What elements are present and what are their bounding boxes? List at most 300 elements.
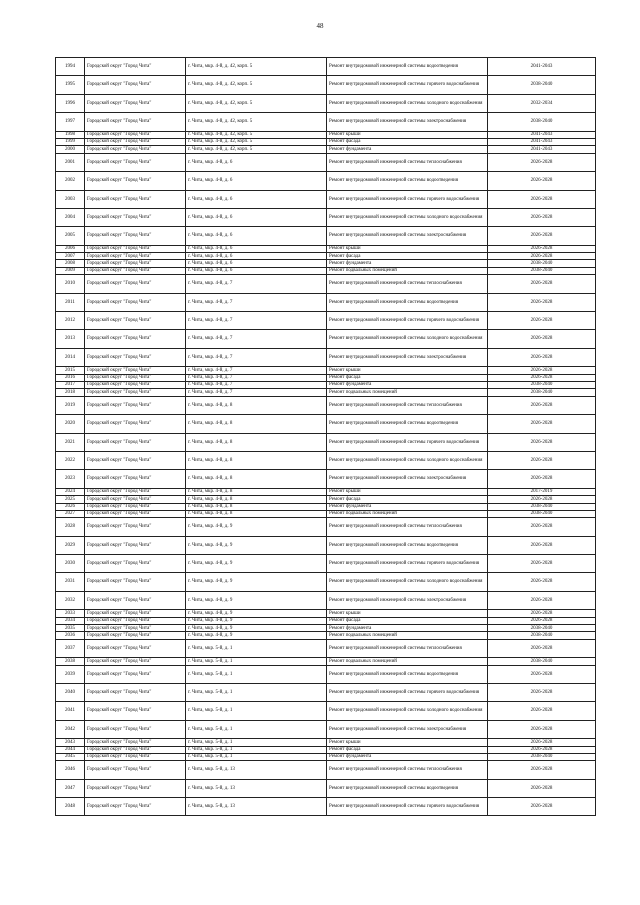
- municipality-cell: Городской округ "Город Чита": [85, 131, 186, 138]
- row-number: 2019: [56, 396, 85, 414]
- period-cell: 2041-2043: [488, 131, 596, 138]
- period-cell: 2026-2028: [488, 573, 596, 591]
- municipality-cell: Городской округ "Город Чита": [85, 260, 186, 267]
- row-number: 1999: [56, 138, 85, 145]
- municipality-cell: Городской округ "Город Чита": [85, 739, 186, 746]
- period-cell: 2026-2028: [488, 536, 596, 554]
- address-cell: г. Чита, мкр. 4-й, д. 8: [186, 451, 327, 469]
- work-type-cell: Ремонт подвальных помещений: [327, 658, 488, 665]
- table-row: [56, 381, 596, 388]
- work-type-cell: Ремонт внутридомовой инженерной системы холодного водоснабжения: [327, 702, 488, 720]
- period-cell: 2026-2028: [488, 245, 596, 252]
- row-number: 2012: [56, 312, 85, 330]
- row-number: 2034: [56, 617, 85, 624]
- table-row: [56, 639, 596, 657]
- address-cell: г. Чита, мкр. 4-й, д. 9: [186, 555, 327, 573]
- work-type-cell: Ремонт внутридомовой инженерной системы водоотведения: [327, 665, 488, 683]
- municipality-cell: Городской округ "Город Чита": [85, 632, 186, 639]
- work-type-cell: Ремонт внутридомовой инженерной системы водоотведения: [327, 293, 488, 311]
- address-cell: г. Чита, мкр. 4-й, д. 9: [186, 632, 327, 639]
- work-type-cell: Ремонт фундамента: [327, 625, 488, 632]
- period-cell: 2026-2028: [488, 293, 596, 311]
- work-type-cell: Ремонт подвальных помещений: [327, 267, 488, 274]
- table-row: [56, 172, 596, 190]
- work-type-cell: Ремонт внутридомовой инженерной системы водоотведения: [327, 779, 488, 797]
- address-cell: г. Чита, мкр. 4-й, д. 6: [186, 172, 327, 190]
- address-cell: г. Чита, мкр. 4-й, д. 42, корп. 5: [186, 138, 327, 145]
- period-cell: 2038-2040: [488, 389, 596, 396]
- municipality-cell: Городской округ "Город Чита": [85, 348, 186, 366]
- row-number: 2023: [56, 470, 85, 488]
- work-type-cell: Ремонт крыши: [327, 245, 488, 252]
- work-type-cell: Ремонт крыши: [327, 367, 488, 374]
- municipality-cell: Городской округ "Город Чита": [85, 153, 186, 171]
- period-cell: 2026-2028: [488, 739, 596, 746]
- municipality-cell: Городской округ "Город Чита": [85, 518, 186, 536]
- table-row: [56, 389, 596, 396]
- period-cell: 2026-2028: [488, 330, 596, 348]
- period-cell: 2026-2028: [488, 555, 596, 573]
- municipality-cell: Городской округ "Город Чита": [85, 798, 186, 816]
- work-type-cell: Ремонт фасада: [327, 746, 488, 753]
- municipality-cell: Городской округ "Город Чита": [85, 573, 186, 591]
- table-row: [56, 683, 596, 701]
- period-cell: 2026-2028: [488, 665, 596, 683]
- address-cell: г. Чита, мкр. 4-й, д. 9: [186, 610, 327, 617]
- table-row: [56, 153, 596, 171]
- work-type-cell: Ремонт крыши: [327, 610, 488, 617]
- repair-schedule-table: [55, 57, 596, 816]
- period-cell: 2017-2019: [488, 488, 596, 495]
- address-cell: г. Чита, мкр. 5-й, д. 13: [186, 779, 327, 797]
- municipality-cell: Городской округ "Город Чита": [85, 146, 186, 153]
- address-cell: г. Чита, мкр. 4-й, д. 9: [186, 591, 327, 609]
- address-cell: г. Чита, мкр. 4-й, д. 7: [186, 367, 327, 374]
- period-cell: 2038-2040: [488, 381, 596, 388]
- period-cell: 2038-2040: [488, 632, 596, 639]
- row-number: 1994: [56, 58, 85, 76]
- table-row: [56, 536, 596, 554]
- address-cell: г. Чита, мкр. 5-й, д. 1: [186, 665, 327, 683]
- table-row: [56, 779, 596, 797]
- municipality-cell: Городской округ "Город Чита": [85, 536, 186, 554]
- period-cell: 2038-2040: [488, 267, 596, 274]
- period-cell: 2038-2040: [488, 753, 596, 760]
- row-number: 1995: [56, 76, 85, 94]
- row-number: 2028: [56, 518, 85, 536]
- table-row: [56, 433, 596, 451]
- work-type-cell: Ремонт внутридомовой инженерной системы холодного водоснабжения: [327, 208, 488, 226]
- municipality-cell: Городской округ "Город Чита": [85, 720, 186, 738]
- municipality-cell: Городской округ "Город Чита": [85, 591, 186, 609]
- municipality-cell: Городской округ "Город Чита": [85, 779, 186, 797]
- work-type-cell: Ремонт подвальных помещений: [327, 510, 488, 517]
- address-cell: г. Чита, мкр. 4-й, д. 8: [186, 396, 327, 414]
- address-cell: г. Чита, мкр. 4-й, д. 9: [186, 617, 327, 624]
- address-cell: г. Чита, мкр. 4-й, д. 9: [186, 573, 327, 591]
- table-row: [56, 665, 596, 683]
- table-row: [56, 58, 596, 76]
- table-row: [56, 245, 596, 252]
- period-cell: 2026-2028: [488, 153, 596, 171]
- row-number: 2009: [56, 267, 85, 274]
- table-row: [56, 190, 596, 208]
- row-number: 2026: [56, 503, 85, 510]
- work-type-cell: Ремонт внутридомовой инженерной системы водоотведения: [327, 172, 488, 190]
- row-number: 2027: [56, 510, 85, 517]
- address-cell: г. Чита, мкр. 4-й, д. 42, корп. 5: [186, 113, 327, 131]
- period-cell: 2038-2040: [488, 113, 596, 131]
- address-cell: г. Чита, мкр. 4-й, д. 42, корп. 5: [186, 146, 327, 153]
- address-cell: г. Чита, мкр. 4-й, д. 8: [186, 415, 327, 433]
- row-number: 2021: [56, 433, 85, 451]
- table-row: [56, 591, 596, 609]
- address-cell: г. Чита, мкр. 4-й, д. 6: [186, 253, 327, 260]
- address-cell: г. Чита, мкр. 4-й, д. 6: [186, 245, 327, 252]
- municipality-cell: Городской округ "Город Чита": [85, 753, 186, 760]
- work-type-cell: Ремонт крыши: [327, 488, 488, 495]
- period-cell: 2026-2028: [488, 374, 596, 381]
- work-type-cell: Ремонт крыши: [327, 739, 488, 746]
- row-number: 2037: [56, 639, 85, 657]
- address-cell: г. Чита, мкр. 5-й, д. 1: [186, 639, 327, 657]
- address-cell: г. Чита, мкр. 4-й, д. 9: [186, 518, 327, 536]
- municipality-cell: Городской округ "Город Чита": [85, 510, 186, 517]
- municipality-cell: Городской округ "Город Чита": [85, 488, 186, 495]
- table-row: [56, 260, 596, 267]
- period-cell: 2026-2028: [488, 518, 596, 536]
- row-number: 2020: [56, 415, 85, 433]
- row-number: 2039: [56, 665, 85, 683]
- municipality-cell: Городской округ "Город Чита": [85, 312, 186, 330]
- table-row: [56, 746, 596, 753]
- period-cell: 2026-2028: [488, 761, 596, 779]
- row-number: 2040: [56, 683, 85, 701]
- address-cell: г. Чита, мкр. 4-й, д. 7: [186, 374, 327, 381]
- municipality-cell: Городской округ "Город Чита": [85, 253, 186, 260]
- municipality-cell: Городской округ "Город Чита": [85, 683, 186, 701]
- period-cell: 2026-2028: [488, 433, 596, 451]
- address-cell: г. Чита, мкр. 4-й, д. 9: [186, 536, 327, 554]
- municipality-cell: Городской округ "Город Чита": [85, 702, 186, 720]
- row-number: 2010: [56, 275, 85, 293]
- address-cell: г. Чита, мкр. 4-й, д. 6: [186, 227, 327, 245]
- period-cell: 2026-2028: [488, 610, 596, 617]
- municipality-cell: Городской округ "Город Чита": [85, 665, 186, 683]
- table-row: [56, 330, 596, 348]
- period-cell: 2041-2043: [488, 146, 596, 153]
- municipality-cell: Городской округ "Город Чита": [85, 746, 186, 753]
- address-cell: г. Чита, мкр. 4-й, д. 7: [186, 348, 327, 366]
- work-type-cell: Ремонт внутридомовой инженерной системы холодного водоснабжения: [327, 330, 488, 348]
- address-cell: г. Чита, мкр. 5-й, д. 1: [186, 720, 327, 738]
- period-cell: 2026-2028: [488, 779, 596, 797]
- period-cell: 2038-2040: [488, 260, 596, 267]
- row-number: 2047: [56, 779, 85, 797]
- row-number: 2005: [56, 227, 85, 245]
- municipality-cell: Городской округ "Город Чита": [85, 433, 186, 451]
- work-type-cell: Ремонт фасада: [327, 253, 488, 260]
- address-cell: г. Чита, мкр. 4-й, д. 42, корп. 5: [186, 76, 327, 94]
- municipality-cell: Городской округ "Город Чита": [85, 496, 186, 503]
- table-row: [56, 503, 596, 510]
- address-cell: г. Чита, мкр. 4-й, д. 6: [186, 208, 327, 226]
- municipality-cell: Городской округ "Город Чита": [85, 245, 186, 252]
- work-type-cell: Ремонт подвальных помещений: [327, 389, 488, 396]
- address-cell: г. Чита, мкр. 4-й, д. 8: [186, 496, 327, 503]
- table-row: [56, 312, 596, 330]
- table-row: [56, 76, 596, 94]
- work-type-cell: Ремонт внутридомовой инженерной системы горячего водоснабжения: [327, 190, 488, 208]
- address-cell: г. Чита, мкр. 5-й, д. 1: [186, 658, 327, 665]
- address-cell: г. Чита, мкр. 4-й, д. 7: [186, 275, 327, 293]
- work-type-cell: Ремонт внутридомовой инженерной системы горячего водоснабжения: [327, 312, 488, 330]
- work-type-cell: Ремонт внутридомовой инженерной системы теплоснабжения: [327, 518, 488, 536]
- row-number: 2048: [56, 798, 85, 816]
- address-cell: г. Чита, мкр. 4-й, д. 42, корп. 5: [186, 131, 327, 138]
- row-number: 2025: [56, 496, 85, 503]
- period-cell: 2026-2028: [488, 496, 596, 503]
- period-cell: 2038-2040: [488, 503, 596, 510]
- address-cell: г. Чита, мкр. 4-й, д. 7: [186, 293, 327, 311]
- row-number: 2001: [56, 153, 85, 171]
- address-cell: г. Чита, мкр. 4-й, д. 8: [186, 470, 327, 488]
- municipality-cell: Городской округ "Город Чита": [85, 381, 186, 388]
- table-row: [56, 275, 596, 293]
- work-type-cell: Ремонт внутридомовой инженерной системы водоотведения: [327, 58, 488, 76]
- address-cell: г. Чита, мкр. 4-й, д. 7: [186, 381, 327, 388]
- address-cell: г. Чита, мкр. 4-й, д. 8: [186, 503, 327, 510]
- table-row: [56, 510, 596, 517]
- period-cell: 2038-2040: [488, 625, 596, 632]
- address-cell: г. Чита, мкр. 5-й, д. 1: [186, 683, 327, 701]
- row-number: 2029: [56, 536, 85, 554]
- repair-schedule-body: [56, 58, 596, 816]
- municipality-cell: Городской округ "Город Чита": [85, 275, 186, 293]
- work-type-cell: Ремонт внутридомовой инженерной системы горячего водоснабжения: [327, 683, 488, 701]
- table-row: [56, 131, 596, 138]
- municipality-cell: Городской округ "Город Чита": [85, 267, 186, 274]
- page-number: 48: [316, 22, 324, 30]
- table-row: [56, 761, 596, 779]
- municipality-cell: Городской округ "Город Чита": [85, 76, 186, 94]
- address-cell: г. Чита, мкр. 5-й, д. 13: [186, 798, 327, 816]
- municipality-cell: Городской округ "Город Чита": [85, 761, 186, 779]
- table-row: [56, 617, 596, 624]
- municipality-cell: Городской округ "Город Чита": [85, 617, 186, 624]
- row-number: 2015: [56, 367, 85, 374]
- work-type-cell: Ремонт внутридомовой инженерной системы холодного водоснабжения: [327, 451, 488, 469]
- work-type-cell: Ремонт фундамента: [327, 753, 488, 760]
- period-cell: 2026-2028: [488, 253, 596, 260]
- row-number: 2045: [56, 753, 85, 760]
- period-cell: 2038-2040: [488, 510, 596, 517]
- work-type-cell: Ремонт внутридомовой инженерной системы теплоснабжения: [327, 153, 488, 171]
- period-cell: 2032-2034: [488, 94, 596, 112]
- period-cell: 2026-2028: [488, 367, 596, 374]
- municipality-cell: Городской округ "Город Чита": [85, 503, 186, 510]
- address-cell: г. Чита, мкр. 4-й, д. 7: [186, 330, 327, 348]
- table-row: [56, 720, 596, 738]
- address-cell: г. Чита, мкр. 4-й, д. 6: [186, 260, 327, 267]
- work-type-cell: Ремонт внутридомовой инженерной системы горячего водоснабжения: [327, 555, 488, 573]
- work-type-cell: Ремонт фундамента: [327, 260, 488, 267]
- period-cell: 2038-2040: [488, 658, 596, 665]
- table-row: [56, 227, 596, 245]
- table-row: [56, 625, 596, 632]
- period-cell: 2026-2028: [488, 720, 596, 738]
- row-number: 2043: [56, 739, 85, 746]
- row-number: 2030: [56, 555, 85, 573]
- row-number: 2018: [56, 389, 85, 396]
- row-number: 2004: [56, 208, 85, 226]
- row-number: 2046: [56, 761, 85, 779]
- period-cell: 2026-2028: [488, 746, 596, 753]
- period-cell: 2026-2028: [488, 451, 596, 469]
- table-row: [56, 451, 596, 469]
- period-cell: 2026-2028: [488, 396, 596, 414]
- table-row: [56, 555, 596, 573]
- table-row: [56, 348, 596, 366]
- municipality-cell: Городской округ "Город Чита": [85, 172, 186, 190]
- row-number: 2013: [56, 330, 85, 348]
- work-type-cell: Ремонт фасада: [327, 617, 488, 624]
- row-number: 2007: [56, 253, 85, 260]
- period-cell: 2026-2028: [488, 470, 596, 488]
- address-cell: г. Чита, мкр. 4-й, д. 6: [186, 153, 327, 171]
- row-number: 1998: [56, 131, 85, 138]
- row-number: 2022: [56, 451, 85, 469]
- municipality-cell: Городской округ "Город Чита": [85, 389, 186, 396]
- row-number: 2008: [56, 260, 85, 267]
- period-cell: 2026-2028: [488, 172, 596, 190]
- table-row: [56, 94, 596, 112]
- work-type-cell: Ремонт внутридомовой инженерной системы теплоснабжения: [327, 761, 488, 779]
- period-cell: 2038-2040: [488, 76, 596, 94]
- work-type-cell: Ремонт внутридомовой инженерной системы электроснабжения: [327, 470, 488, 488]
- work-type-cell: Ремонт внутридомовой инженерной системы водоотведения: [327, 536, 488, 554]
- row-number: 2000: [56, 146, 85, 153]
- table-row: [56, 253, 596, 260]
- row-number: 2014: [56, 348, 85, 366]
- row-number: 2016: [56, 374, 85, 381]
- period-cell: 2026-2028: [488, 702, 596, 720]
- municipality-cell: Городской округ "Город Чита": [85, 330, 186, 348]
- municipality-cell: Городской округ "Город Чита": [85, 208, 186, 226]
- row-number: 1996: [56, 94, 85, 112]
- table-row: [56, 293, 596, 311]
- address-cell: г. Чита, мкр. 4-й, д. 7: [186, 389, 327, 396]
- table-row: [56, 702, 596, 720]
- row-number: 2035: [56, 625, 85, 632]
- row-number: 2003: [56, 190, 85, 208]
- period-cell: 2026-2028: [488, 683, 596, 701]
- address-cell: г. Чита, мкр. 5-й, д. 1: [186, 753, 327, 760]
- table-row: [56, 739, 596, 746]
- work-type-cell: Ремонт внутридомовой инженерной системы холодного водоснабжения: [327, 573, 488, 591]
- table-row: [56, 488, 596, 495]
- row-number: 2044: [56, 746, 85, 753]
- address-cell: г. Чита, мкр. 4-й, д. 9: [186, 625, 327, 632]
- period-cell: 2026-2028: [488, 798, 596, 816]
- work-type-cell: Ремонт фундамента: [327, 503, 488, 510]
- municipality-cell: Городской округ "Город Чита": [85, 190, 186, 208]
- municipality-cell: Городской округ "Город Чита": [85, 293, 186, 311]
- table-row: [56, 208, 596, 226]
- work-type-cell: Ремонт фасада: [327, 374, 488, 381]
- period-cell: 2026-2028: [488, 617, 596, 624]
- municipality-cell: Городской округ "Город Чита": [85, 227, 186, 245]
- municipality-cell: Городской округ "Город Чита": [85, 639, 186, 657]
- table-row: [56, 367, 596, 374]
- address-cell: г. Чита, мкр. 5-й, д. 13: [186, 761, 327, 779]
- work-type-cell: Ремонт фундамента: [327, 381, 488, 388]
- table-row: [56, 496, 596, 503]
- row-number: 2031: [56, 573, 85, 591]
- municipality-cell: Городской округ "Город Чита": [85, 58, 186, 76]
- work-type-cell: Ремонт внутридомовой инженерной системы теплоснабжения: [327, 639, 488, 657]
- row-number: 2041: [56, 702, 85, 720]
- table-row: [56, 632, 596, 639]
- period-cell: 2026-2028: [488, 190, 596, 208]
- table-row: [56, 415, 596, 433]
- table-row: [56, 146, 596, 153]
- row-number: 2017: [56, 381, 85, 388]
- table-row: [56, 374, 596, 381]
- table-row: [56, 518, 596, 536]
- work-type-cell: Ремонт фундамента: [327, 146, 488, 153]
- work-type-cell: Ремонт внутридомовой инженерной системы электроснабжения: [327, 113, 488, 131]
- row-number: 2006: [56, 245, 85, 252]
- address-cell: г. Чита, мкр. 5-й, д. 1: [186, 702, 327, 720]
- address-cell: г. Чита, мкр. 4-й, д. 42, корп. 5: [186, 94, 327, 112]
- row-number: 2042: [56, 720, 85, 738]
- table-row: [56, 753, 596, 760]
- address-cell: г. Чита, мкр. 4-й, д. 8: [186, 433, 327, 451]
- period-cell: 2041-2043: [488, 58, 596, 76]
- period-cell: 2026-2028: [488, 348, 596, 366]
- work-type-cell: Ремонт внутридомовой инженерной системы электроснабжения: [327, 720, 488, 738]
- work-type-cell: Ремонт фасада: [327, 496, 488, 503]
- municipality-cell: Городской округ "Город Чита": [85, 555, 186, 573]
- address-cell: г. Чита, мкр. 4-й, д. 7: [186, 312, 327, 330]
- period-cell: 2026-2028: [488, 415, 596, 433]
- municipality-cell: Городской округ "Город Чита": [85, 658, 186, 665]
- address-cell: г. Чита, мкр. 4-й, д. 8: [186, 488, 327, 495]
- work-type-cell: Ремонт внутридомовой инженерной системы горячего водоснабжения: [327, 76, 488, 94]
- work-type-cell: Ремонт внутридомовой инженерной системы холодного водоснабжения: [327, 94, 488, 112]
- table-row: [56, 113, 596, 131]
- table-row: [56, 658, 596, 665]
- address-cell: г. Чита, мкр. 5-й, д. 1: [186, 739, 327, 746]
- municipality-cell: Городской округ "Город Чита": [85, 113, 186, 131]
- period-cell: 2026-2028: [488, 591, 596, 609]
- municipality-cell: Городской округ "Город Чита": [85, 625, 186, 632]
- period-cell: 2026-2028: [488, 639, 596, 657]
- row-number: 1997: [56, 113, 85, 131]
- work-type-cell: Ремонт подвальных помещений: [327, 632, 488, 639]
- row-number: 2024: [56, 488, 85, 495]
- period-cell: 2026-2028: [488, 275, 596, 293]
- period-cell: 2026-2028: [488, 227, 596, 245]
- row-number: 2038: [56, 658, 85, 665]
- work-type-cell: Ремонт крыши: [327, 131, 488, 138]
- period-cell: 2026-2028: [488, 208, 596, 226]
- table-row: [56, 396, 596, 414]
- period-cell: 2041-2043: [488, 138, 596, 145]
- municipality-cell: Городской округ "Город Чита": [85, 396, 186, 414]
- work-type-cell: Ремонт внутридомовой инженерной системы электроснабжения: [327, 348, 488, 366]
